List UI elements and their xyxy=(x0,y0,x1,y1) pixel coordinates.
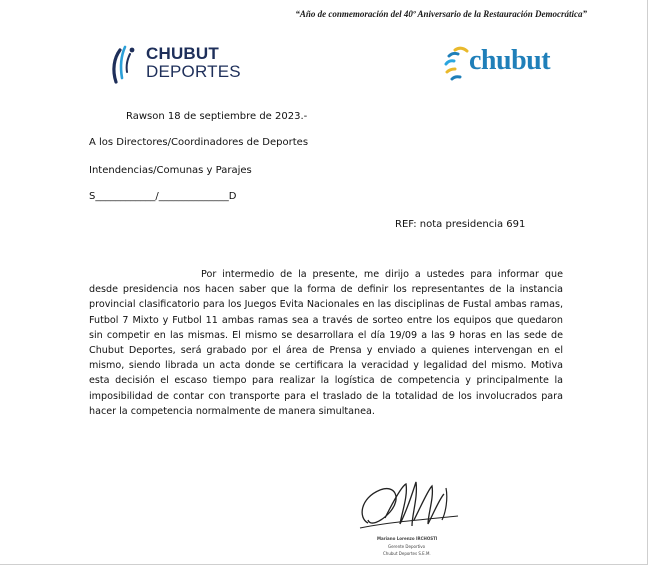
chubut-province-logo xyxy=(441,42,566,86)
logo-right-word: chubut xyxy=(469,45,551,76)
letter-date: Rawson 18 de septiembre de 2023.- xyxy=(126,111,308,122)
signature-block xyxy=(350,468,465,564)
letter-body xyxy=(89,267,563,419)
logo-left-line1: CHUBUT xyxy=(146,44,219,63)
logo-left-line2: DEPORTES xyxy=(146,62,241,81)
signatory-role: Gerente Deportivo xyxy=(388,544,426,549)
signatory-department: Chubut Deportes S.E.M. xyxy=(383,551,431,556)
handwritten-signature xyxy=(350,468,465,538)
reference-line: REF: nota presidencia 691 xyxy=(395,219,526,230)
salutation-line: S____________/______________D xyxy=(89,191,237,202)
signatory-name: Mariano Lorenzo IRCHOSTI xyxy=(377,536,438,541)
runner-icon xyxy=(108,44,144,86)
commemorative-motto: “Año de conmemoración del 40º Aniversario de la Restauración Democrática” xyxy=(295,9,587,19)
chubut-deportes-logo xyxy=(108,44,241,86)
recipient-line-1: A los Directores/Coordinadores de Deportes xyxy=(89,137,309,148)
letter-body-text: Por intermedio de la presente, me dirijo a ustedes para informar que desde presidencia nos hacen saber que la forma de definir los representantes de la instancia provincial clasificatorio para los Juegos Evita Nacionales en las disciplinas de Fustal ambas ramas, Futbol 7 Mixto y Futbol 11 ambas ramas sea a través de sorteo entre los equipos que quedaron sin competir en las mismas. El mismo se desarrollara el día 19/09 a las 9 horas en las sede de Chubut Deportes, será grabado por el área de Prensa y enviado a quienes intervengan en el mismo, siendo librada un acta donde se certificara la veracidad y legalidad del mismo. Motiva esta decisión el escaso tiempo para realizar la logística de competencia y principalmente la imposibilidad de contar con transporte para el traslado de la totalidad de los involucrados para hacer la competencia normalmente de manera simultanea. xyxy=(89,269,563,417)
recipient-line-2: Intendencias/Comunas y Parajes xyxy=(89,165,252,176)
